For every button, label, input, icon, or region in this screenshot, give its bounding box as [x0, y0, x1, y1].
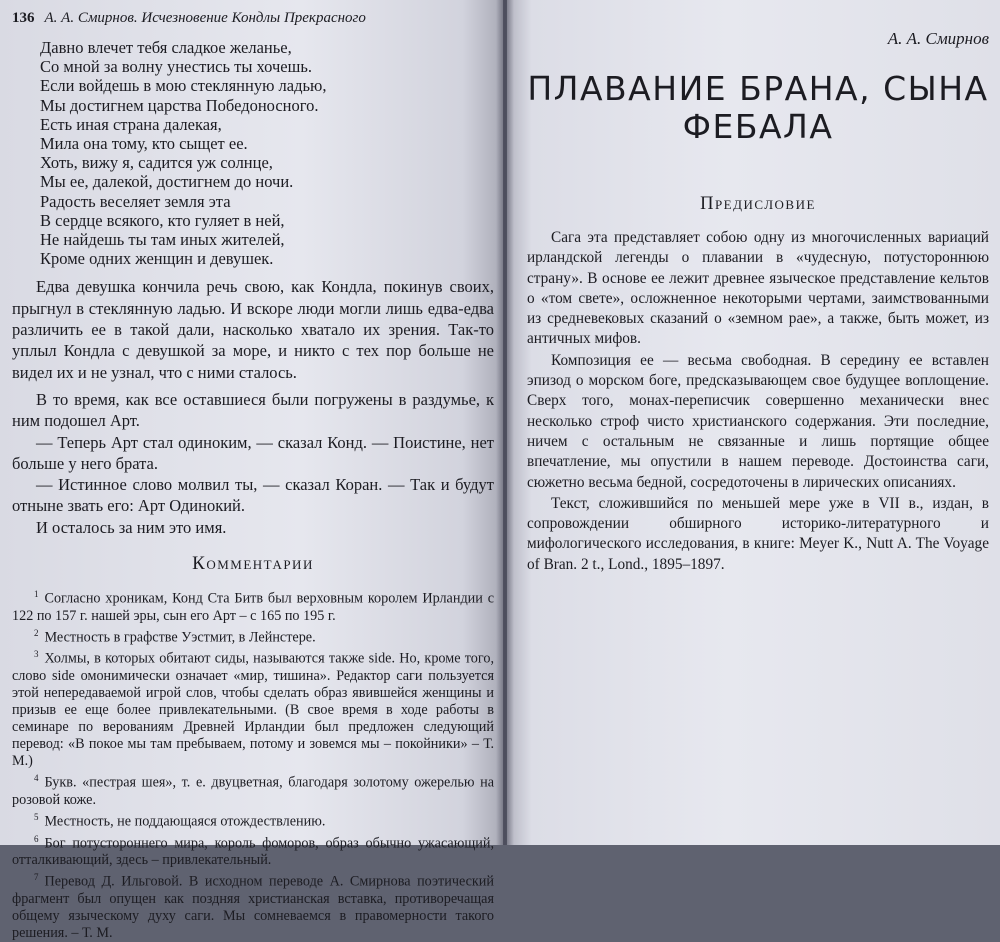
note	[12, 869, 494, 942]
note-number: 2	[34, 627, 39, 638]
note-text: Букв. «пестрая шея», т. е. двуцветная, благодаря золотому ожерелью на розовой коже.	[12, 774, 494, 808]
right-page-content	[527, 28, 989, 575]
book-spine-shadow	[496, 0, 514, 845]
poem-line: Радость веселяет земля эта	[40, 191, 231, 211]
note	[12, 646, 494, 770]
poem-line: Кроме одних женщин и девушек.	[40, 249, 274, 269]
paragraph: И осталось за ним это имя.	[36, 517, 227, 537]
poem-line: Есть иная страна далекая,	[40, 114, 222, 134]
poem-line: Не найдешь ты там иных жителей,	[40, 230, 285, 250]
paragraph: — Истинное слово молвил ты, — сказал Коран. — Так и будут отныне звать его: Арт Одинокий.	[12, 475, 494, 516]
preface-text	[527, 228, 989, 575]
paragraph: Сага эта представляет собою одну из многочисленных вариаций ирландской легенды о плавании в «чудесную, потустороннюю страну». В основе ее лежит древнее языческое представление кельтов о «том свете», осложненное некоторыми чертами, заимствованными из средневековых сказаний о «земном рае», а также, быть может, из античных мифов.	[527, 229, 989, 348]
poem	[40, 38, 494, 268]
comments-notes	[12, 586, 494, 942]
note-text: Местность в графстве Уэстмит, в Лейнстере.	[44, 629, 316, 646]
chapter-title: ПЛАВАНИЕ БРАНА, СЫНА ФЕБАЛА	[527, 69, 989, 146]
poem-line: Хоть, вижу я, садится уж солнце,	[40, 153, 273, 173]
note-number: 4	[34, 773, 39, 784]
note-number: 1	[34, 589, 39, 599]
running-head-author: А. А. Смирнов	[887, 29, 989, 48]
poem-line: Мы достигнем царства Победоносного.	[40, 95, 319, 115]
poem-line: Со мной за волну унестись ты хочешь.	[40, 57, 312, 77]
note-number: 6	[34, 833, 39, 844]
preface-heading: Предисловие	[700, 194, 816, 214]
note	[12, 625, 494, 647]
poem-line: Мы ее, далекой, достигнем до ночи.	[40, 172, 294, 192]
note-text: Согласно хроникам, Конд Ста Битв был верховным королем Ирландии с 122 по 157 г. нашей эры, сын его Арт – с 165 по 195 г.	[12, 590, 494, 624]
paragraph: В то время, как все оставшиеся были погружены в раздумье, к ним подошел Арт.	[12, 389, 494, 431]
comments-heading: Комментарии	[192, 553, 314, 574]
poem-line: Если войдешь в мою стеклянную ладью,	[40, 76, 327, 96]
poem-line: В сердце всякого, кто гуляет в ней,	[40, 210, 285, 230]
left-page-content	[12, 8, 494, 942]
note	[12, 586, 494, 625]
page-number: 136	[12, 10, 35, 26]
note	[12, 809, 494, 831]
right-page	[507, 0, 1000, 845]
paragraph: Композиция ее — весьма свободная. В середину ее вставлен эпизод о морском боге, предсказывающем свое будущее воплощение. Сверх того, монах-переписчик совершенно механически внес несколько строф чисто христианского содержания. Эти последние, ничем с остальным не связанные и лишь портящие общее впечатление, мы опустили в нашем переводе. Достоинства саги, сюжетно весьма бедной, сосредоточены в лирических описаниях.	[527, 351, 989, 491]
running-head-title: А. А. Смирнов. Исчезновение Кондлы Прекрасного	[44, 10, 366, 26]
note	[12, 831, 494, 870]
note-text: Холмы, в которых обитают сиды, называются также side. Но, кроме того, слово side омонимически означает «мир, тишина». Редактор саги пользуется этой непередаваемой игрой слов, чтобы сделать образ явившейся женщины и призыв ее еще более привлекательными. (В свое время в ходе работы в семинаре по верованиям Древней Ирландии был предложен следующий перевод: «В покое мы там пребываем, потому и зовемся мы – покойники» – Т. М.)	[12, 651, 494, 770]
note-number: 5	[34, 811, 39, 822]
note-number: 3	[34, 649, 39, 660]
left-running-head	[12, 8, 494, 28]
note-text: Бог потустороннего мира, король фоморов, образ обычно ужасающий, отталкивающий, здесь – привлекательный.	[12, 835, 494, 869]
note	[12, 770, 494, 809]
paragraph: Текст, сложившийся по меньшей мере уже в VII в., издан, в сопровождении обширного историко-литературного и мифологического исследования, в книге: Meyer K., Nutt A. The Voyage of Bran. 2 t., Lond., 1895–1897.	[527, 494, 989, 573]
poem-line: Мила она тому, кто сыщет ее.	[40, 134, 248, 154]
note-text: Перевод Д. Ильговой. В исходном переводе А. Смирнова поэтический фрагмент был опущен как поздняя христианская вставка, противоречащая общему языческому духу саги. Мы сомневаемся в правомерности такого решения. – Т. М.	[12, 874, 494, 942]
poem-line: Давно влечет тебя сладкое желанье,	[40, 38, 292, 57]
paragraph: Едва девушка кончила речь свою, как Кондла, покинув своих, прыгнул в стеклянную ладью. И вскоре люди могли лишь едва-едва различить ее в такой дали, насколько хватало их зрения. Так-то уплыл Кондла с девушкой за море, и никто с тех пор больше не видел их и не узнал, что с ними сталось.	[12, 277, 494, 382]
story-text	[12, 276, 494, 538]
note-number: 7	[34, 872, 39, 883]
paragraph: — Теперь Арт стал одиноким, — сказал Конд. — Поистине, нет больше у него брата.	[12, 432, 494, 473]
note-text: Местность, не поддающаяся отождествлению.	[44, 813, 326, 830]
